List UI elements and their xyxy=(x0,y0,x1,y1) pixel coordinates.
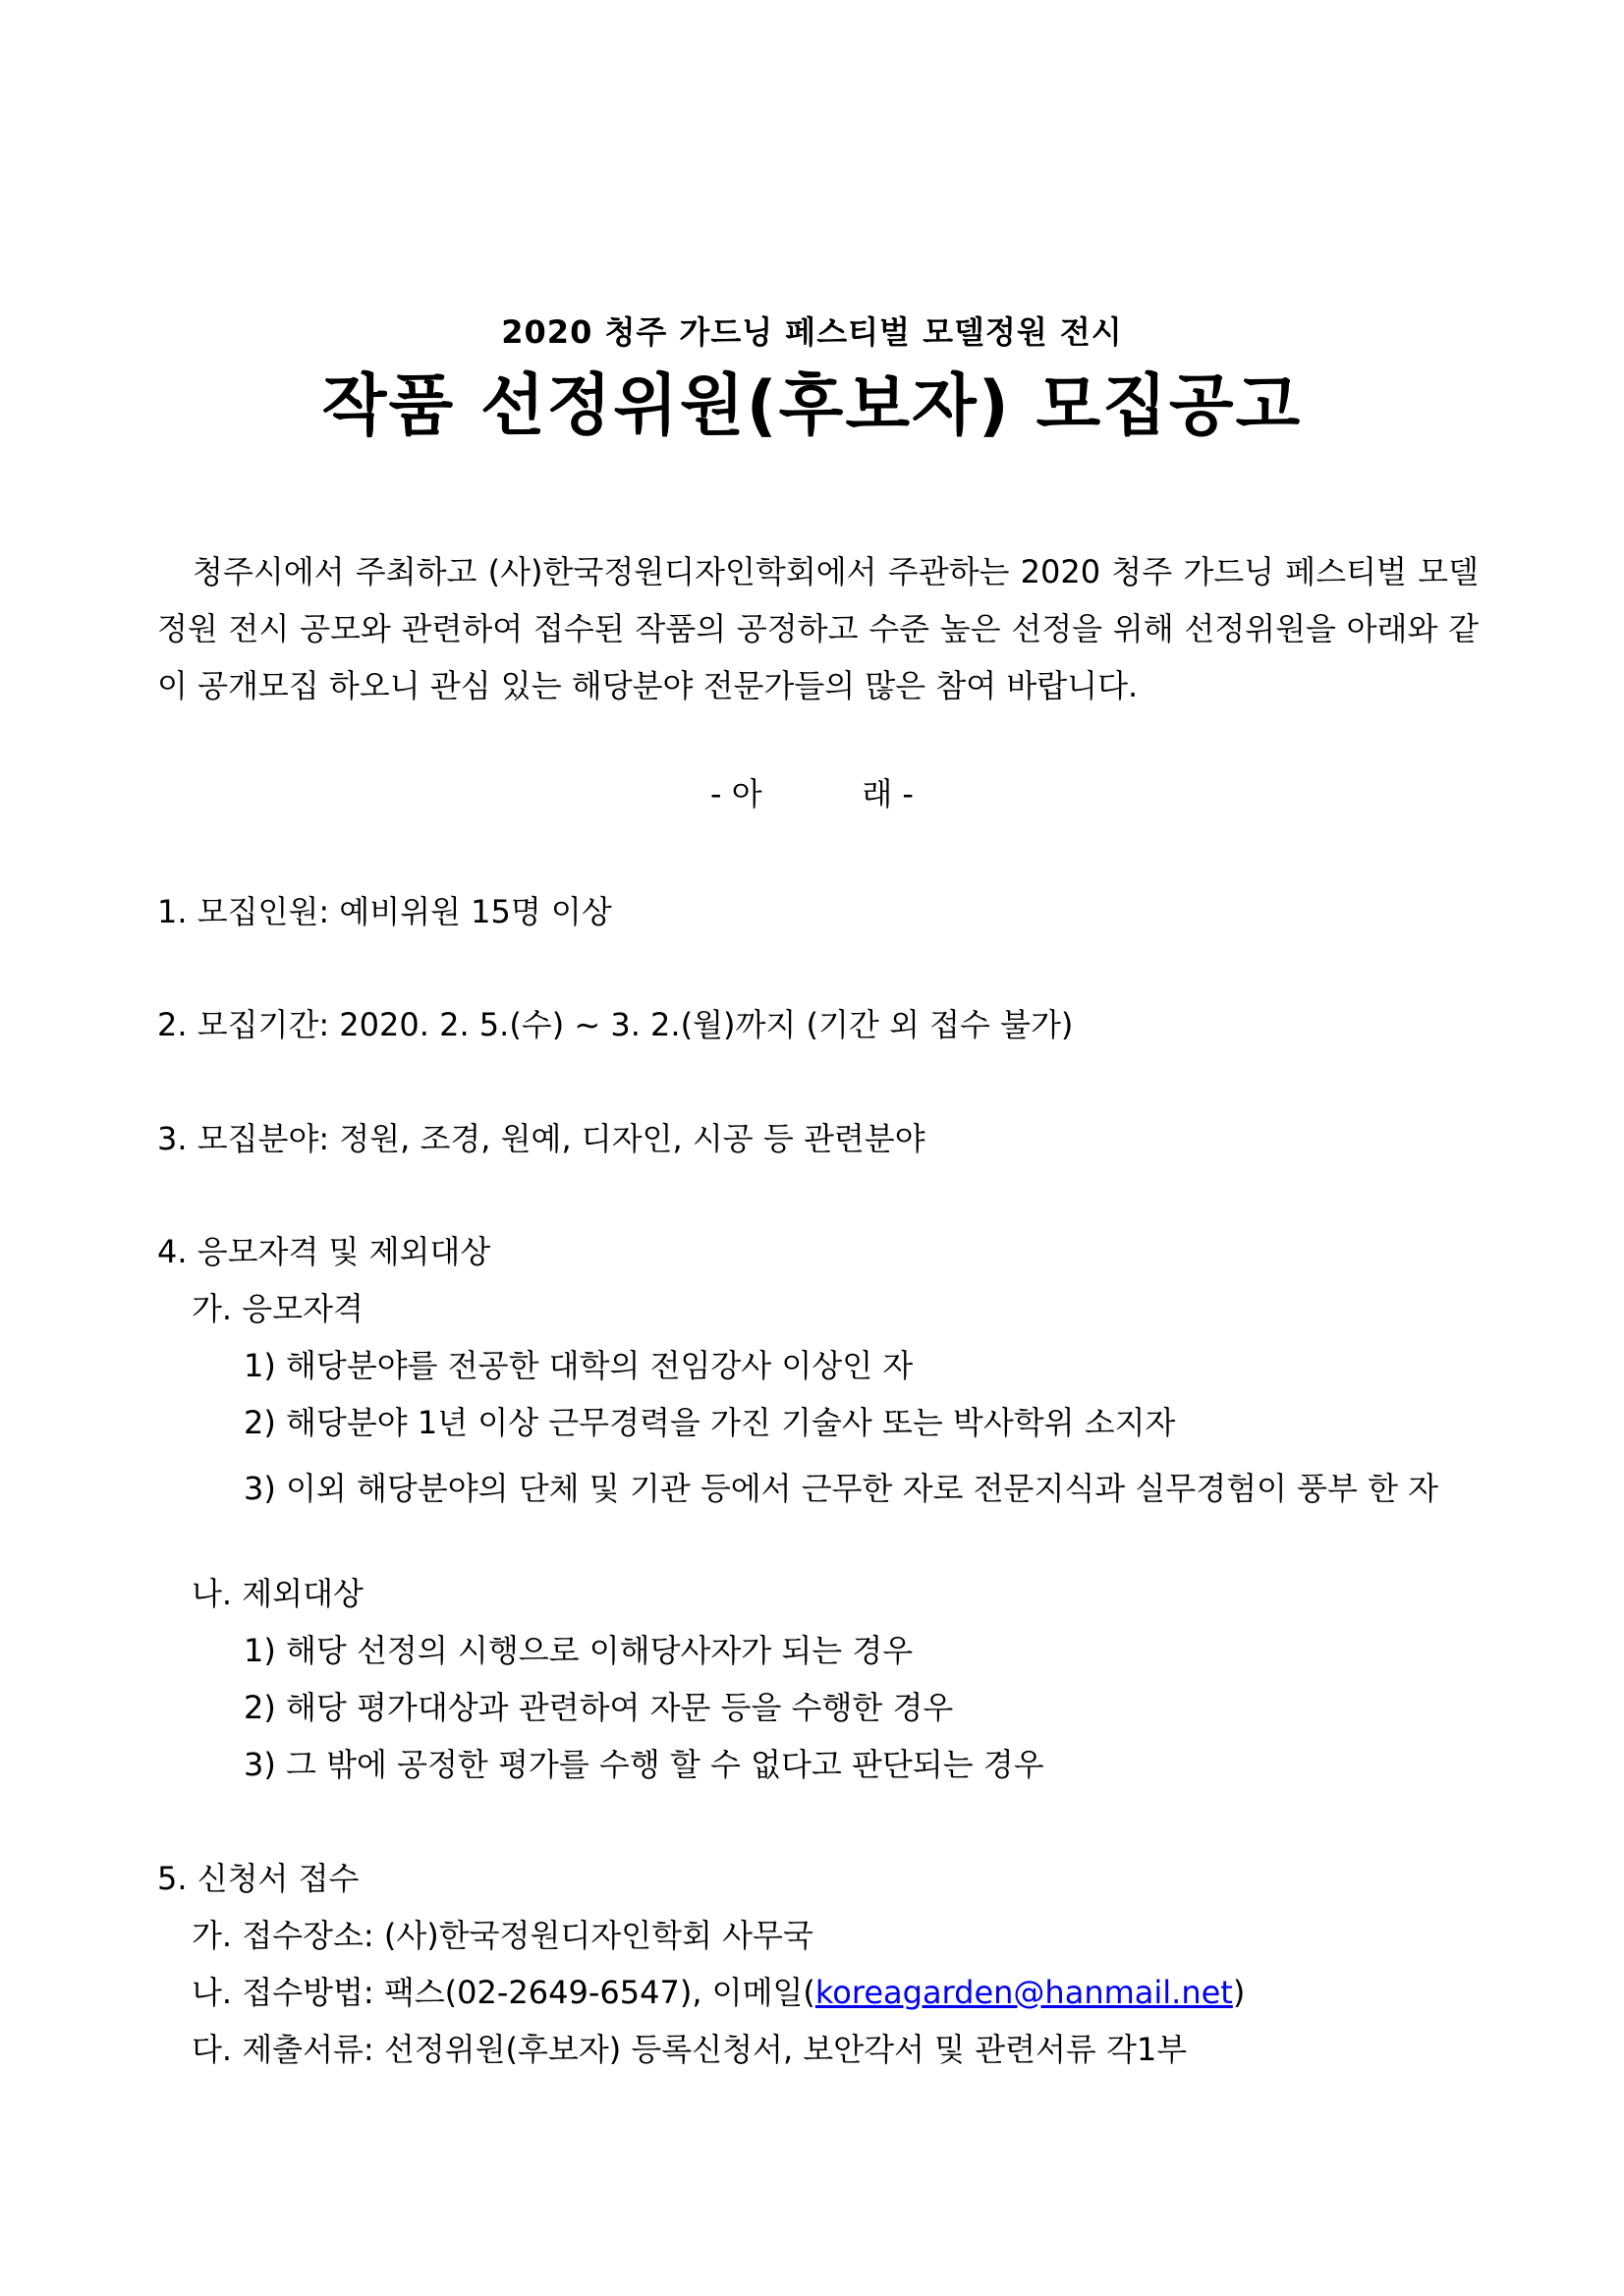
eligibility-subheading: 가. 응모자격 xyxy=(192,1290,364,1327)
eligibility-item: 2) 해당분야 1년 이상 근무경력을 가진 기술사 또는 박사학위 소지자 xyxy=(244,1404,1176,1441)
document-title: 작품 선정위원(후보자) 모집공고 xyxy=(321,367,1303,445)
exclusion-item: 3) 그 밖에 공정한 평가를 수행 할 수 없다고 판단되는 경우 xyxy=(244,1746,1044,1783)
notice-heading: - 아 래 - xyxy=(710,775,914,812)
email-link[interactable]: koreagarden@hanmail.net xyxy=(814,1974,1233,2011)
application-method xyxy=(192,1973,1245,2012)
application-method-text: 나. 접수방법: 팩스(02-2649-6547), 이메일( xyxy=(192,1974,815,2011)
application-place: 가. 접수장소: (사)한국정원디자인학회 사무국 xyxy=(192,1917,813,1954)
eligibility-item: 1) 해당분야를 전공한 대학의 전임강사 이상인 자 xyxy=(244,1347,914,1384)
application-documents: 다. 제출서류: 선정위원(후보자) 등록신청서, 보안각서 및 관련서류 각1부 xyxy=(192,2031,1188,2068)
application-method-suffix: ) xyxy=(1232,1974,1246,2011)
document-subtitle: 2020 청주 가드닝 페스티벌 모델정원 전시 xyxy=(501,313,1123,351)
exclusion-subheading: 나. 제외대상 xyxy=(192,1575,364,1612)
section-recruit-period: 2. 모집기간: 2020. 2. 5.(수) ~ 3. 2.(월)까지 (기간 외 접수 불가) xyxy=(157,1006,1074,1043)
eligibility-item: 3) 이외 해당분야의 단체 및 기관 등에서 근무한 자로 전문지식과 실무경험이 풍부 한 자 xyxy=(244,1470,1439,1507)
exclusion-item: 2) 해당 평가대상과 관련하여 자문 등을 수행한 경우 xyxy=(244,1689,954,1726)
intro-paragraph: 청주시에서 주최하고 (사)한국정원디자인학회에서 주관하는 2020 청주 가드닝 페스티벌 모델정원 전시 공모와 관련하여 접수된 작품의 공정하고 수준 높은 선정을 위해 선정위원을 아래와 같이 공개모집 하오니 관심 있는 해당분야 전문가들의 많은 참여 바랍니다. xyxy=(157,553,1479,704)
section-recruit-count: 1. 모집인원: 예비위원 15명 이상 xyxy=(157,893,612,930)
section-application-heading: 5. 신청서 접수 xyxy=(157,1860,360,1897)
exclusion-item: 1) 해당 선정의 시행으로 이해당사자가 되는 경우 xyxy=(244,1632,914,1669)
section-eligibility-heading: 4. 응모자격 및 제외대상 xyxy=(157,1233,491,1270)
section-recruit-field: 3. 모집분야: 정원, 조경, 원예, 디자인, 시공 등 관련분야 xyxy=(157,1120,925,1157)
